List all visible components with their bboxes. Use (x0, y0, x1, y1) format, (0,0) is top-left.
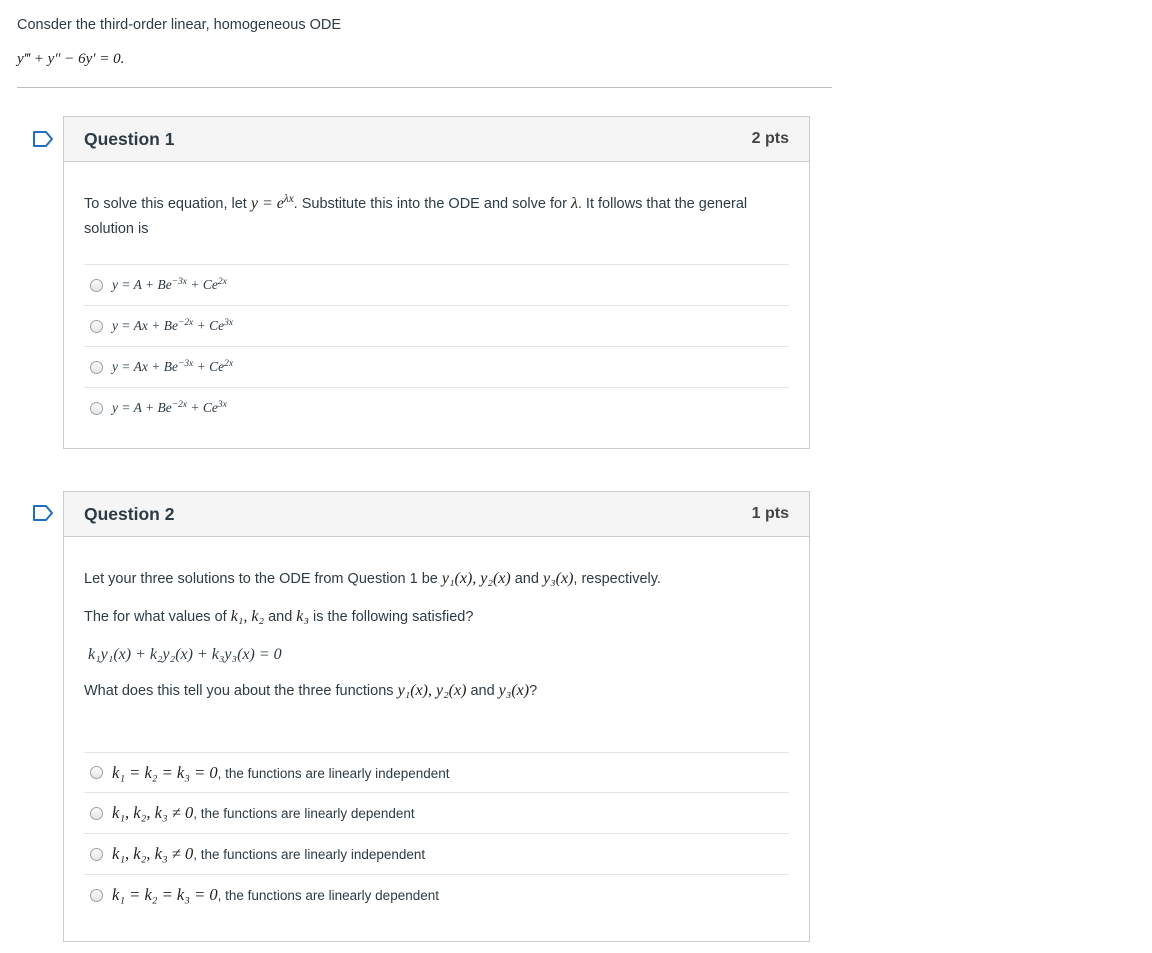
radio-button[interactable] (90, 807, 103, 820)
prompt-math: $y = e^{\lambda x}$ (250, 192, 294, 212)
question-prompt-line-4: What does this tell you about the three functions y₁(x), y₂(x) and y₃(x)? (84, 682, 538, 699)
question-prompt-line-2: The for what values of k₁, k₂ and k₃ is the following satisfied? (84, 608, 474, 625)
radio-button[interactable] (90, 402, 103, 415)
question-points: 2 pts (751, 130, 789, 147)
answer-label: k₁, k₂, k₃ ≠ 0, the functions are linearly dependent (112, 803, 415, 822)
answer-option[interactable] (84, 833, 789, 874)
answer-option[interactable] (84, 752, 789, 792)
answer-option[interactable] (84, 346, 789, 387)
answer-option[interactable] (84, 305, 789, 346)
question-title: Question 2 (84, 503, 175, 524)
answer-option[interactable] (84, 264, 789, 305)
stem-equation: y‴ + y″ − 6y′ = 0. (17, 51, 125, 67)
question-equation: k₁y₁(x) + k₂y₂(x) + k₃y₃(x) = 0 (88, 646, 282, 663)
answer-label: $y = A + Be^{-2x} + Ce^{3x}$ (112, 399, 227, 415)
answer-list (84, 752, 789, 915)
answer-label: k₁, k₂, k₃ ≠ 0, the functions are linearly independent (112, 844, 426, 863)
question-1-card (63, 116, 810, 449)
divider (17, 87, 832, 88)
radio-button[interactable] (90, 320, 103, 333)
prompt-text: . It follows that the general solution is (84, 196, 748, 237)
answer-list (84, 264, 789, 428)
radio-button[interactable] (90, 361, 103, 374)
answer-label: k₁ = k₂ = k₃ = 0, the functions are linearly dependent (112, 885, 439, 904)
question-prompt-line-1: Let your three solutions to the ODE from Question 1 be y₁(x), y₂(x) and y₃(x), respectively. (84, 570, 661, 587)
answer-label: $y = A + Be^{-3x} + Ce^{2x}$ (112, 276, 227, 292)
question-prompt (84, 191, 789, 242)
answer-option[interactable] (84, 792, 789, 833)
answer-label: k₁ = k₂ = k₃ = 0, the functions are linearly independent (112, 762, 450, 782)
prompt-text: To solve this equation, let (84, 196, 247, 212)
answer-option[interactable] (84, 874, 789, 915)
stem-text: Consder the third-order linear, homogeneous ODE (17, 17, 342, 33)
radio-button[interactable] (90, 848, 103, 861)
flag-icon[interactable] (33, 131, 53, 147)
prompt-math: λ (570, 195, 578, 212)
question-title: Question 1 (84, 128, 175, 149)
question-2-card (63, 491, 810, 942)
question-points: 1 pts (751, 505, 789, 522)
answer-option[interactable] (84, 387, 789, 428)
prompt-text: . Substitute this into the ODE and solve for (293, 196, 567, 212)
answer-label: $y = Ax + Be^{-3x} + Ce^{2x}$ (112, 358, 234, 374)
question-stem (17, 17, 832, 68)
flag-icon[interactable] (33, 505, 53, 521)
radio-button[interactable] (90, 889, 103, 902)
radio-button[interactable] (90, 279, 103, 292)
question-2-header (64, 492, 809, 537)
question-1-header (64, 117, 809, 162)
radio-button[interactable] (90, 766, 103, 779)
answer-label: $y = Ax + Be^{-2x} + Ce^{3x}$ (112, 317, 234, 333)
